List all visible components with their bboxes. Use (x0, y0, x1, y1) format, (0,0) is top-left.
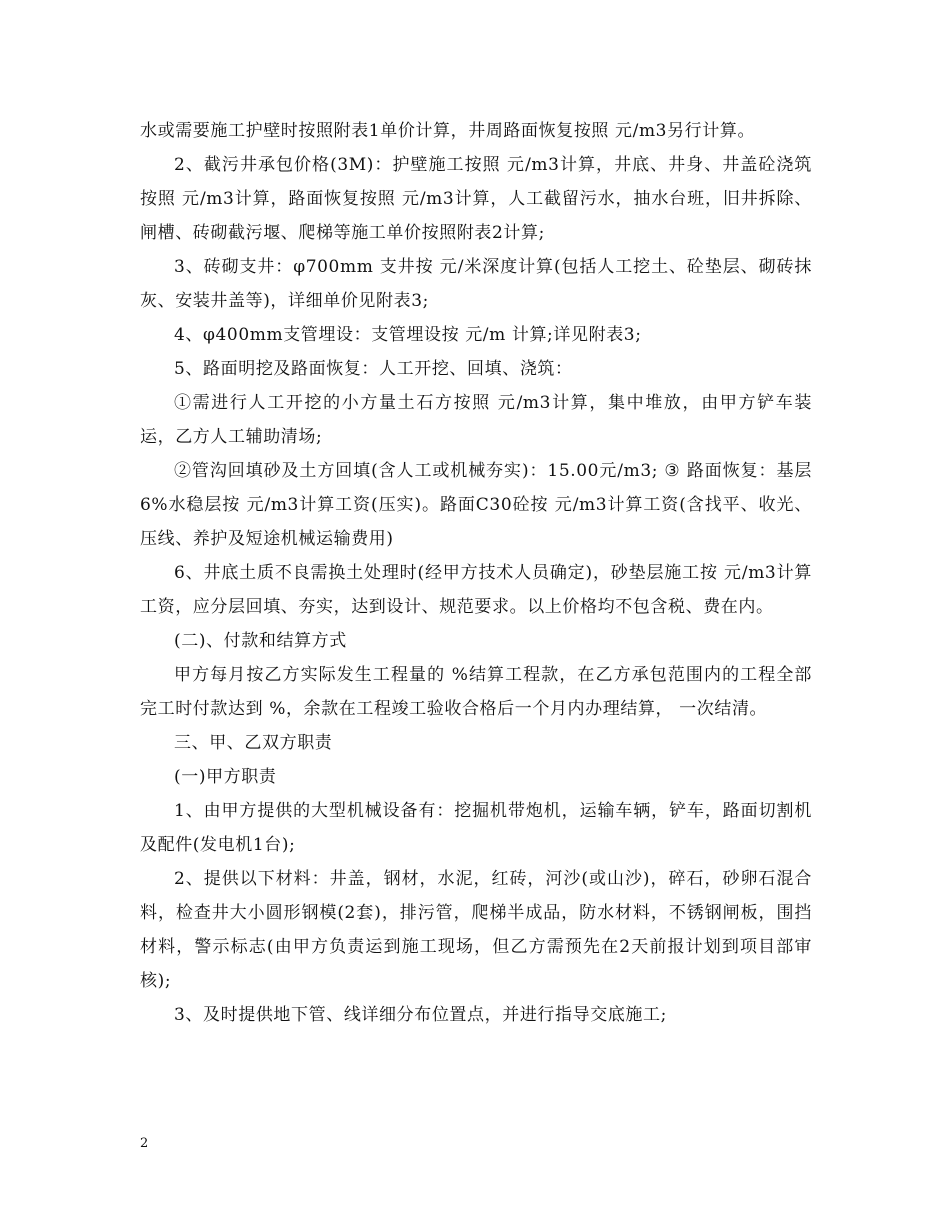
paragraph-14: 2、提供以下材料：井盖，钢材，水泥，红砖，河沙(或山沙)，碎石，砂卵石混合料，检查井大小圆形钢模(2套)，排污管，爬梯半成品，防水材料，不锈钢闸板，围挡材料，警示标志(由甲方负责运到施工现场，但乙方需预先在2天前报计划到项目部审核); (140, 869, 812, 991)
paragraph-8: 6、井底土质不良需换土处理时(经甲方技术人员确定)，砂垫层施工按 元/m3计算工资，应分层回填、夯实，达到设计、规范要求。以上价格均不包含税、费在内。 (140, 563, 812, 617)
paragraph-3: 3、砖砌支井：φ700mm 支井按 元/米深度计算(包括人工挖土、砼垫层、砌砖抹灰、安装井盖等)，详细单价见附表3; (140, 257, 812, 311)
section-heading-duties: 三、甲、乙双方职责 (174, 733, 333, 753)
paragraph-13: 1、由甲方提供的大型机械设备有：挖掘机带炮机，运输车辆，铲车，路面切割机及配件(发电机1台); (140, 801, 812, 855)
paragraph-5: 5、路面明挖及路面恢复：人工开挖、回填、浇筑： (174, 359, 573, 379)
paragraph-15: 3、及时提供地下管、线详细分布位置点，并进行指导交底施工; (174, 1005, 667, 1025)
paragraph-4: 4、φ400mm支管埋设：支管埋设按 元/m 计算;详见附表3; (174, 325, 642, 345)
document-body (140, 114, 812, 1032)
section-heading-payment: (二)、付款和结算方式 (174, 631, 347, 651)
subsection-heading-party-a: (一)甲方职责 (174, 767, 277, 787)
paragraph-7: ②管沟回填砂及土方回填(含人工或机械夯实)：15.00元/m3; ③ 路面恢复：基层6%水稳层按 元/m3计算工资(压实)。路面C30砼按 元/m3计算工资(含找平、收光、压线、养护及短途机械运输费用) (140, 461, 812, 549)
paragraph-6: ①需进行人工开挖的小方量土石方按照 元/m3计算，集中堆放，由甲方铲车装运，乙方人工辅助清场; (140, 393, 812, 447)
paragraph-10: 甲方每月按乙方实际发生工程量的 %结算工程款，在乙方承包范围内的工程全部完工时付款达到 %，余款在工程竣工验收合格后一个月内办理结算， 一次结清。 (140, 665, 812, 719)
page-number: 2 (140, 1136, 149, 1151)
paragraph-1: 水或需要施工护壁时按照附表1单价计算，井周路面恢复按照 元/m3另行计算。 (140, 121, 756, 141)
paragraph-2: 2、截污井承包价格(3M)：护壁施工按照 元/m3计算，井底、井身、井盖砼浇筑按照 元/m3计算，路面恢复按照 元/m3计算，人工截留污水，抽水台班，旧井拆除、闸槽、砖砌截污堰、爬梯等施工单价按照附表2计算; (140, 155, 812, 243)
